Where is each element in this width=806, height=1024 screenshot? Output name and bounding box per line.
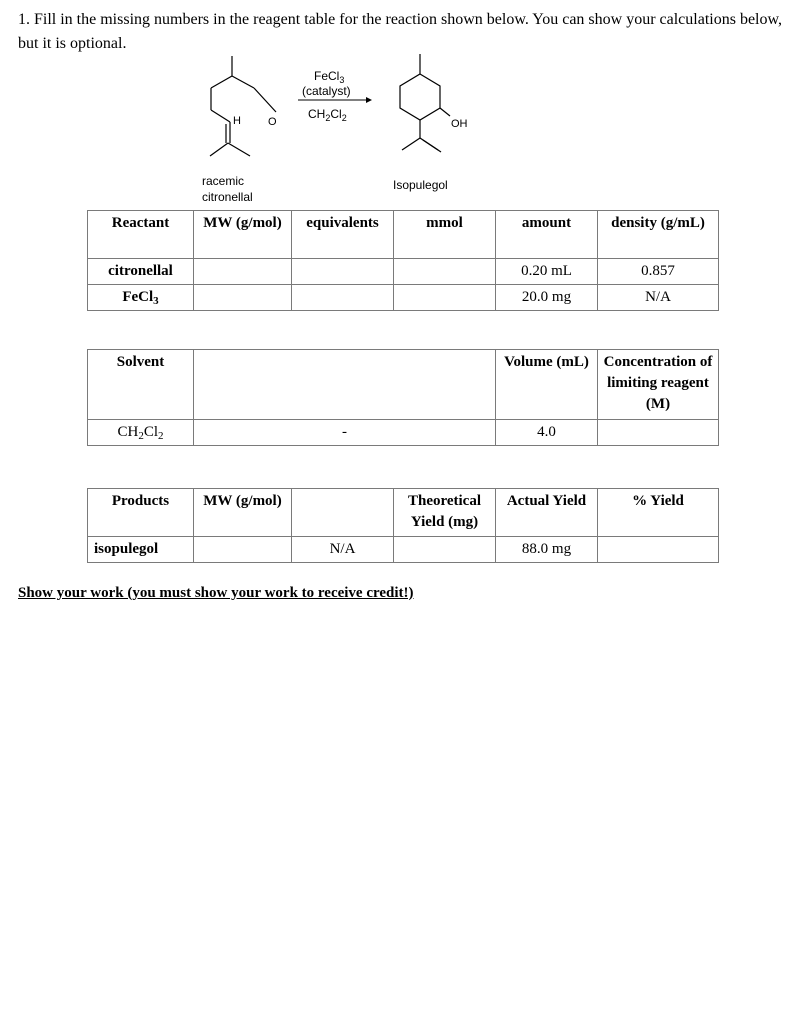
density-cell: 0.857: [598, 259, 719, 285]
reagent-catalyst: (catalyst): [302, 84, 351, 98]
equivalents-cell[interactable]: [292, 259, 394, 285]
mw-cell[interactable]: [194, 537, 292, 563]
density-cell: N/A: [598, 285, 719, 311]
equivalents-cell[interactable]: [292, 285, 394, 311]
reagent-fecl3: FeCl$_3$: [314, 69, 345, 85]
volume-cell: 4.0: [496, 420, 598, 446]
row-name: isopulegol: [88, 537, 194, 563]
header-theoretical-yield: Theoretical Yield (mg): [394, 489, 496, 537]
mmol-cell[interactable]: [394, 259, 496, 285]
header-mw: MW (g/mol): [194, 211, 292, 259]
start-label-1: racemic: [202, 174, 245, 188]
header-mmol: mmol: [394, 211, 496, 259]
header-blank: [194, 350, 496, 420]
mw-cell[interactable]: [194, 259, 292, 285]
question-text: 1. Fill in the missing numbers in the reagent table for the reaction shown below. You can show your calculations below, but it is optional.: [18, 11, 782, 52]
header-percent-yield: % Yield: [598, 489, 719, 537]
header-equivalents: equivalents: [292, 211, 394, 259]
reactant-table: [87, 210, 719, 311]
row-name: $CH_2Cl_2$: [88, 420, 194, 446]
citronellal-structure: [210, 56, 276, 156]
amount-cell: 0.20 mL: [496, 259, 598, 285]
isopulegol-structure: [400, 54, 450, 152]
work-prompt: Show your work (you must show your work to receive credit!): [18, 585, 414, 601]
header-mw: MW (g/mol): [194, 489, 292, 537]
mw-cell[interactable]: [194, 285, 292, 311]
header-reactant: Reactant: [88, 211, 194, 259]
header-density: density (g/mL): [598, 211, 719, 259]
header-volume: Volume (mL): [496, 350, 598, 420]
percent-yield-cell[interactable]: [598, 537, 719, 563]
start-label-2: citronellal: [202, 190, 253, 204]
reagent-solvent: $CH_2Cl_2$: [308, 107, 347, 123]
oh-label: OH: [451, 118, 468, 130]
mmol-cell[interactable]: [394, 285, 496, 311]
table-row: [88, 537, 719, 563]
header-solvent: Solvent: [88, 350, 194, 420]
reaction-scheme: [0, 0, 806, 215]
product-table: [87, 488, 719, 563]
concentration-cell[interactable]: [598, 420, 719, 446]
table-row: [88, 285, 719, 311]
header-blank: [292, 489, 394, 537]
aldehyde-h: H: [233, 115, 241, 127]
product-label: Isopulegol: [393, 178, 448, 192]
row-name: citronellal: [88, 259, 194, 285]
header-products: Products: [88, 489, 194, 537]
na-cell: N/A: [292, 537, 394, 563]
header-actual-yield: Actual Yield: [496, 489, 598, 537]
table-row: [88, 259, 719, 285]
theoretical-yield-cell[interactable]: [394, 537, 496, 563]
header-concentration: Concentration of limiting reagent (M): [598, 350, 719, 420]
row-name: FeCl$_3$: [88, 285, 194, 311]
header-amount: amount: [496, 211, 598, 259]
dash-cell: -: [194, 420, 496, 446]
actual-yield-cell: 88.0 mg: [496, 537, 598, 563]
amount-cell: 20.0 mg: [496, 285, 598, 311]
table-row: [88, 420, 719, 446]
aldehyde-o: O: [268, 116, 277, 128]
solvent-table: [87, 349, 719, 446]
